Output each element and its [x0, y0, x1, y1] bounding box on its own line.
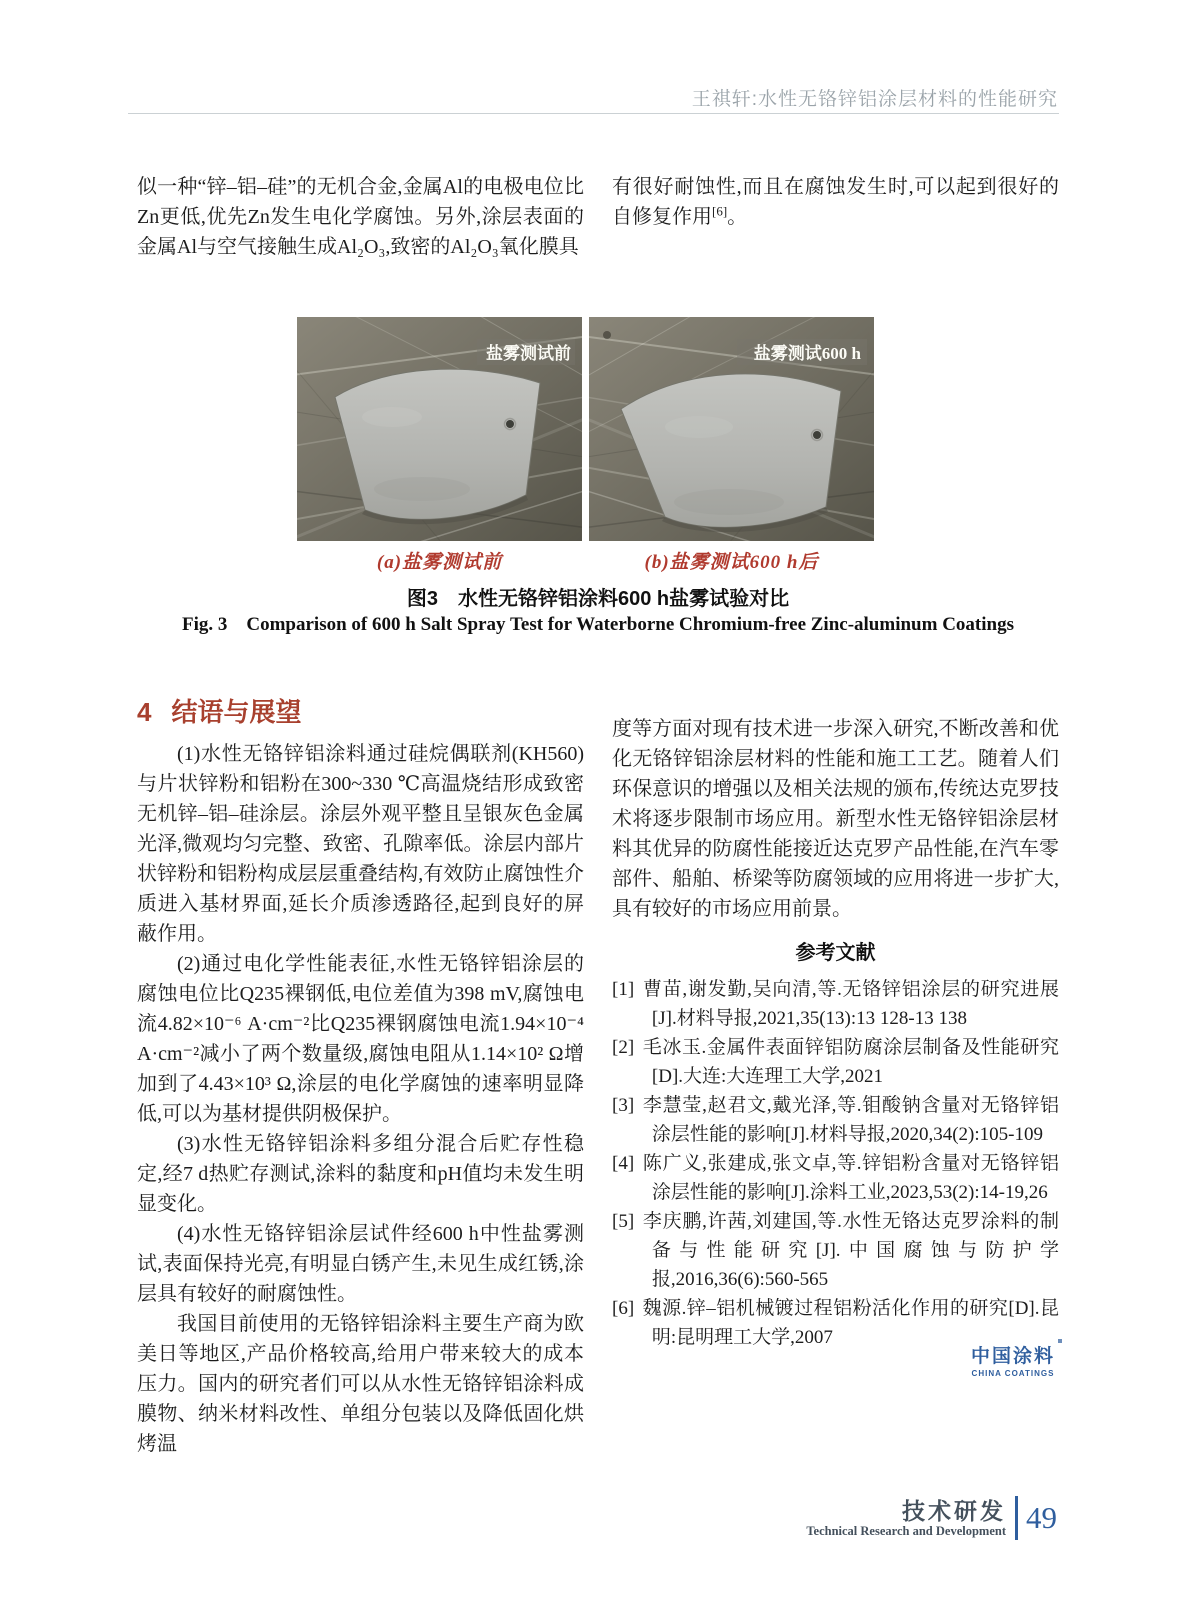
photo-after-svg — [589, 317, 874, 541]
figure3-caption-en: Fig. 3 Comparison of 600 h Salt Spray Test for Waterborne Chromium-free Zinc-aluminum Coatings — [182, 614, 1014, 635]
logo-zh-label: 中国涂料 — [970, 1346, 1055, 1367]
intro-left-column — [137, 172, 584, 262]
photo-after-salt-spray — [589, 317, 874, 541]
photo-before-svg — [297, 317, 582, 541]
background-spot — [603, 331, 611, 339]
reference-number: [1] — [612, 979, 635, 1000]
running-head: 王祺轩:水性无铬锌铝涂层材料的性能研究 — [691, 89, 1058, 110]
china-coatings-logo — [963, 1341, 1063, 1378]
figure3-caption-zh: 图3 水性无铬锌铝涂料600 h盐雾试验对比 — [406, 588, 790, 610]
footer-section-name — [806, 1498, 1006, 1539]
reference-number: [2] — [612, 1037, 635, 1058]
conclusion-paragraph-4: (4)水性无铬锌铝涂层试件经600 h中性盐雾测试,表面保持光亮,有明显白锈产生,未见生成红锈,涂层具有较好的耐腐蚀性。 — [137, 1223, 584, 1305]
photo-overlay-label: 盐雾测试600 h — [753, 344, 861, 363]
reference-text: 李慧莹,赵君文,戴光泽,等.钼酸钠含量对无铬锌铝涂层性能的影响[J].材料导报,2020,34(2):105-109 — [642, 1095, 1059, 1145]
right-column — [612, 714, 1059, 1352]
outlook-continuation-paragraph: 度等方面对现有技术进一步深入研究,不断改善和优化无铬锌铝涂层材料的性能和施工工艺。随着人们环保意识的增强以及相关法规的颁布,传统达克罗技术将逐步限制市场应用。新型水性无铬锌铝涂层材料其优异的防腐性能接近达克罗产品性能,在汽车零部件、船舶、桥梁等防腐领域的应用将进一步扩大,具有较好的市场应用前景。 — [612, 718, 1059, 920]
intro-left-paragraph: 似一种“锌–铝–硅”的无机合金,金属Al的电极电位比Zn更低,优先Zn发生电化学腐蚀。另外,涂层表面的金属Al与空气接触生成Al₂O₃,致密的Al₂O₃氧化膜具 — [137, 176, 584, 258]
reference-number: [3] — [612, 1095, 635, 1116]
citation-6-superscript: [6] — [712, 203, 728, 219]
references-heading: 参考文献 — [795, 942, 876, 964]
photo-overlay-label: 盐雾测试前 — [486, 344, 571, 363]
photo-before-salt-spray — [297, 317, 582, 541]
reference-item — [612, 1033, 1059, 1091]
conclusion-paragraph-5: 我国目前使用的无铬锌铝涂料主要生产商为欧美日等地区,产品价格较高,给用户带来较大的成本压力。国内的研究者们可以从水性无铬锌铝涂料成膜物、纳米材料改性、单组分包装以及降低固化烘烤温 — [137, 1313, 584, 1455]
conclusion-paragraph-3: (3)水性无铬锌铝涂料多组分混合后贮存性稳定,经7 d热贮存测试,涂料的黏度和pH值均未发生明显变化。 — [137, 1133, 584, 1215]
reference-text: 曹苗,谢发勤,吴向清,等.无铬锌铝涂层的研究进展[J].材料导报,2021,35(13):13 128-13 138 — [642, 979, 1059, 1029]
section-number: 4 — [137, 697, 152, 727]
logo-en-text: CHINA COATINGS — [971, 1369, 1055, 1378]
photo-captions-row — [297, 547, 874, 574]
section-heading — [137, 692, 584, 729]
reference-item — [612, 1207, 1059, 1294]
reference-number: [4] — [612, 1153, 635, 1174]
reference-item — [612, 1091, 1059, 1149]
reference-text: 陈广义,张建成,张文卓,等.锌铝粉含量对无铬锌铝涂层性能的影响[J].涂料工业,2023,53(2):14-19,26 — [642, 1153, 1059, 1203]
reference-number: [6] — [612, 1298, 635, 1319]
reference-text: 李庆鹏,许茜,刘建国,等.水性无铬达克罗涂料的制备与性能研究[J].中国腐蚀与防护学报,2016,36(6):560-565 — [642, 1211, 1059, 1290]
intro-right-text: 有很好耐蚀性,而且在腐蚀发生时,可以起到很好的自修复作用 — [612, 176, 1059, 228]
intro-right-column — [612, 172, 1059, 232]
left-column — [137, 692, 584, 1459]
intro-right-paragraph — [612, 172, 1059, 232]
page-footer — [806, 1496, 1057, 1540]
figure3-photos — [297, 317, 874, 541]
footer-section-zh: 技术研发 — [902, 1497, 1006, 1524]
reference-text: 魏源.锌–铝机械镀过程铝粉活化作用的研究[D].昆明:昆明理工大学,2007 — [642, 1298, 1059, 1348]
photo-b-caption: (b)盐雾测试600 h后 — [644, 552, 819, 573]
sample-hole — [506, 420, 514, 428]
sample-hole — [813, 431, 821, 439]
sample-highlight — [362, 407, 422, 427]
sample-highlight — [665, 416, 733, 438]
sample-texture — [674, 489, 784, 515]
header-rule — [128, 113, 1059, 114]
intro-right-tail: 。 — [727, 206, 748, 228]
footer-divider-bar — [1015, 1496, 1018, 1540]
conclusion-paragraph-1: (1)水性无铬锌铝涂料通过硅烷偶联剂(KH560)与片状锌粉和铝粉在300~330 ℃高温烧结形成致密无机锌–铝–硅涂层。涂层外观平整且呈银灰色金属光泽,微观均匀完整、致密、孔隙率低。涂层内部片状锌粉和铝粉构成层层重叠结构,有效防止腐蚀性介质进入基材界面,延长介质渗透路径,起到良好的屏蔽作用。 — [137, 743, 584, 945]
logo-zh-text — [971, 1341, 1055, 1368]
page-number: 49 — [1026, 1500, 1057, 1535]
reference-item — [612, 975, 1059, 1033]
section-title: 结语与展望 — [171, 697, 302, 727]
reference-number: [5] — [612, 1211, 635, 1232]
footer-section-en: Technical Research and Development — [806, 1523, 1006, 1538]
logo-registered-mark — [1058, 1339, 1062, 1343]
sample-texture — [374, 477, 470, 501]
conclusion-paragraph-2: (2)通过电化学性能表征,水性无铬锌铝涂层的腐蚀电位比Q235裸钢低,电位差值为398 mV,腐蚀电流4.82×10⁻⁶ A·cm⁻²比Q235裸钢腐蚀电流1.94×10⁻⁴ A·cm⁻²减小了两个数量级,腐蚀电阻从1.14×10² Ω增加到了4.43×10³ Ω,涂层的电化学腐蚀的速率明显降低,可以为基材提供阴极保护。 — [137, 953, 584, 1125]
reference-item — [612, 1149, 1059, 1207]
reference-text: 毛冰玉.金属件表面锌铝防腐涂层制备及性能研究[D].大连:大连理工大学,2021 — [642, 1037, 1059, 1087]
photo-a-caption: (a)盐雾测试前 — [376, 552, 503, 573]
